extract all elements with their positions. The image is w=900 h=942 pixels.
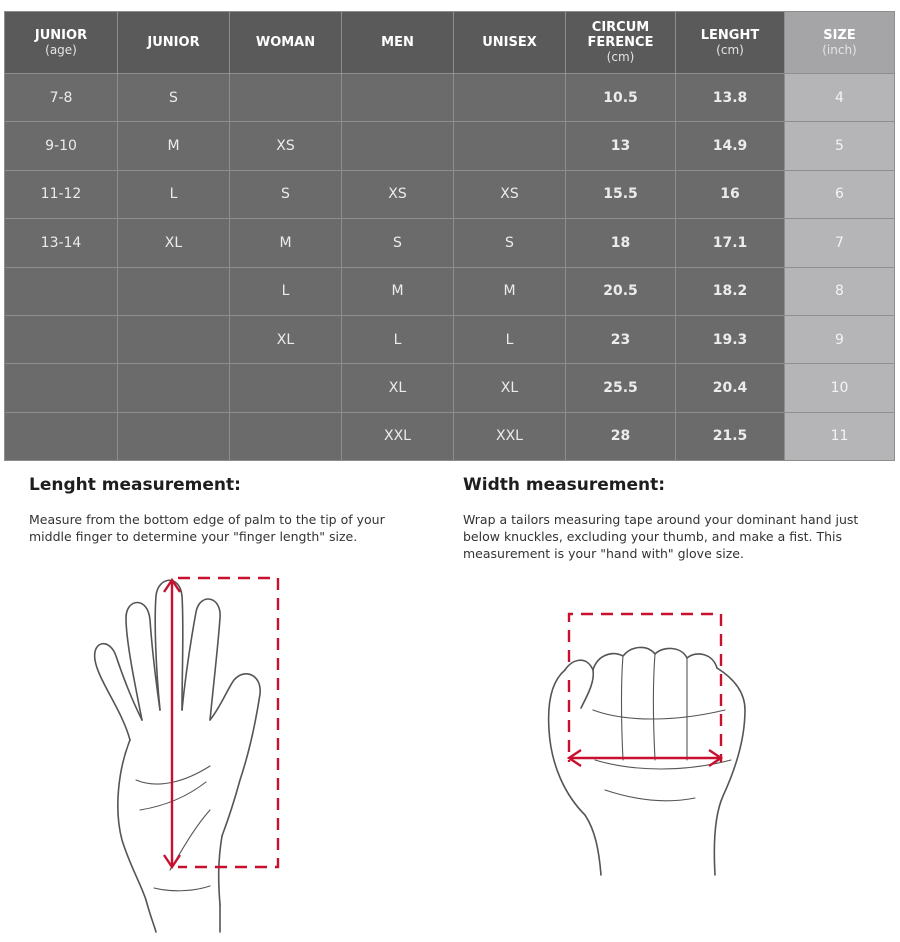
cell-unisex: S: [454, 219, 566, 267]
cell-men: [342, 122, 454, 170]
cell-size: 4: [785, 74, 895, 122]
table-row: [5, 170, 895, 218]
cell-size: 5: [785, 122, 895, 170]
cell-unisex: L: [454, 315, 566, 363]
cell-woman: S: [230, 170, 342, 218]
cell-junior: L: [118, 170, 230, 218]
cell-men: XL: [342, 364, 454, 412]
cell-junior: M: [118, 122, 230, 170]
header-unisex: UNISEX: [454, 12, 566, 74]
header-woman: WOMAN: [230, 12, 342, 74]
table-row: [5, 412, 895, 460]
cell-length: 20.4: [676, 364, 785, 412]
cell-junior-age: [5, 364, 118, 412]
cell-size: 11: [785, 412, 895, 460]
cell-junior: [118, 412, 230, 460]
cell-size: 10: [785, 364, 895, 412]
cell-unisex: [454, 74, 566, 122]
cell-junior-age: 11-12: [5, 170, 118, 218]
cell-woman: [230, 74, 342, 122]
cell-unisex: M: [454, 267, 566, 315]
table-row: [5, 74, 895, 122]
header-men: MEN: [342, 12, 454, 74]
table-header-row: [5, 12, 895, 74]
header-circumference: CIRCUM FERENCE (cm): [566, 12, 676, 74]
cell-woman: XS: [230, 122, 342, 170]
cell-junior: [118, 315, 230, 363]
table-row: [5, 122, 895, 170]
cell-circumference: 23: [566, 315, 676, 363]
cell-woman: [230, 412, 342, 460]
cell-men: S: [342, 219, 454, 267]
width-measurement-text: Wrap a tailors measuring tape around your dominant hand just below knuckles, excluding your thumb, and make a fist. This measurement is your "hand with" glove size.: [463, 512, 859, 561]
table-row: [5, 364, 895, 412]
cell-circumference: 28: [566, 412, 676, 460]
cell-woman: [230, 364, 342, 412]
cell-junior-age: 13-14: [5, 219, 118, 267]
cell-circumference: 20.5: [566, 267, 676, 315]
cell-junior-age: 9-10: [5, 122, 118, 170]
cell-circumference: 25.5: [566, 364, 676, 412]
cell-junior-age: [5, 267, 118, 315]
cell-size: 6: [785, 170, 895, 218]
cell-junior-age: 7-8: [5, 74, 118, 122]
size-table: [4, 11, 895, 461]
cell-size: 9: [785, 315, 895, 363]
cell-junior-age: [5, 315, 118, 363]
cell-unisex: XL: [454, 364, 566, 412]
length-measurement-title: Lenght measurement:: [29, 475, 241, 495]
cell-unisex: [454, 122, 566, 170]
cell-circumference: 18: [566, 219, 676, 267]
header-length: LENGHT (cm): [676, 12, 785, 74]
header-junior: JUNIOR: [118, 12, 230, 74]
length-measurement-text: Measure from the bottom edge of palm to the tip of your middle finger to determine your "finger length" size.: [29, 512, 385, 544]
cell-length: 16: [676, 170, 785, 218]
cell-men: XXL: [342, 412, 454, 460]
fist-width-icon: [535, 600, 805, 900]
table-row: [5, 267, 895, 315]
cell-length: 18.2: [676, 267, 785, 315]
cell-length: 17.1: [676, 219, 785, 267]
cell-size: 7: [785, 219, 895, 267]
cell-junior: [118, 267, 230, 315]
cell-men: L: [342, 315, 454, 363]
header-junior-age: JUNIOR (age): [5, 12, 118, 74]
table-row: [5, 315, 895, 363]
cell-woman: L: [230, 267, 342, 315]
cell-size: 8: [785, 267, 895, 315]
cell-men: [342, 74, 454, 122]
cell-junior: XL: [118, 219, 230, 267]
cell-junior: S: [118, 74, 230, 122]
header-size: SIZE (inch): [785, 12, 895, 74]
cell-woman: XL: [230, 315, 342, 363]
width-measurement-title: Width measurement:: [463, 475, 666, 495]
cell-unisex: XS: [454, 170, 566, 218]
table-row: [5, 219, 895, 267]
cell-men: XS: [342, 170, 454, 218]
cell-junior-age: [5, 412, 118, 460]
cell-circumference: 10.5: [566, 74, 676, 122]
cell-unisex: XXL: [454, 412, 566, 460]
cell-length: 21.5: [676, 412, 785, 460]
cell-circumference: 15.5: [566, 170, 676, 218]
table-body: [5, 74, 895, 461]
cell-length: 14.9: [676, 122, 785, 170]
size-chart: [4, 11, 894, 461]
cell-length: 19.3: [676, 315, 785, 363]
open-hand-length-icon: [70, 570, 370, 935]
cell-length: 13.8: [676, 74, 785, 122]
cell-circumference: 13: [566, 122, 676, 170]
cell-men: M: [342, 267, 454, 315]
cell-woman: M: [230, 219, 342, 267]
cell-junior: [118, 364, 230, 412]
